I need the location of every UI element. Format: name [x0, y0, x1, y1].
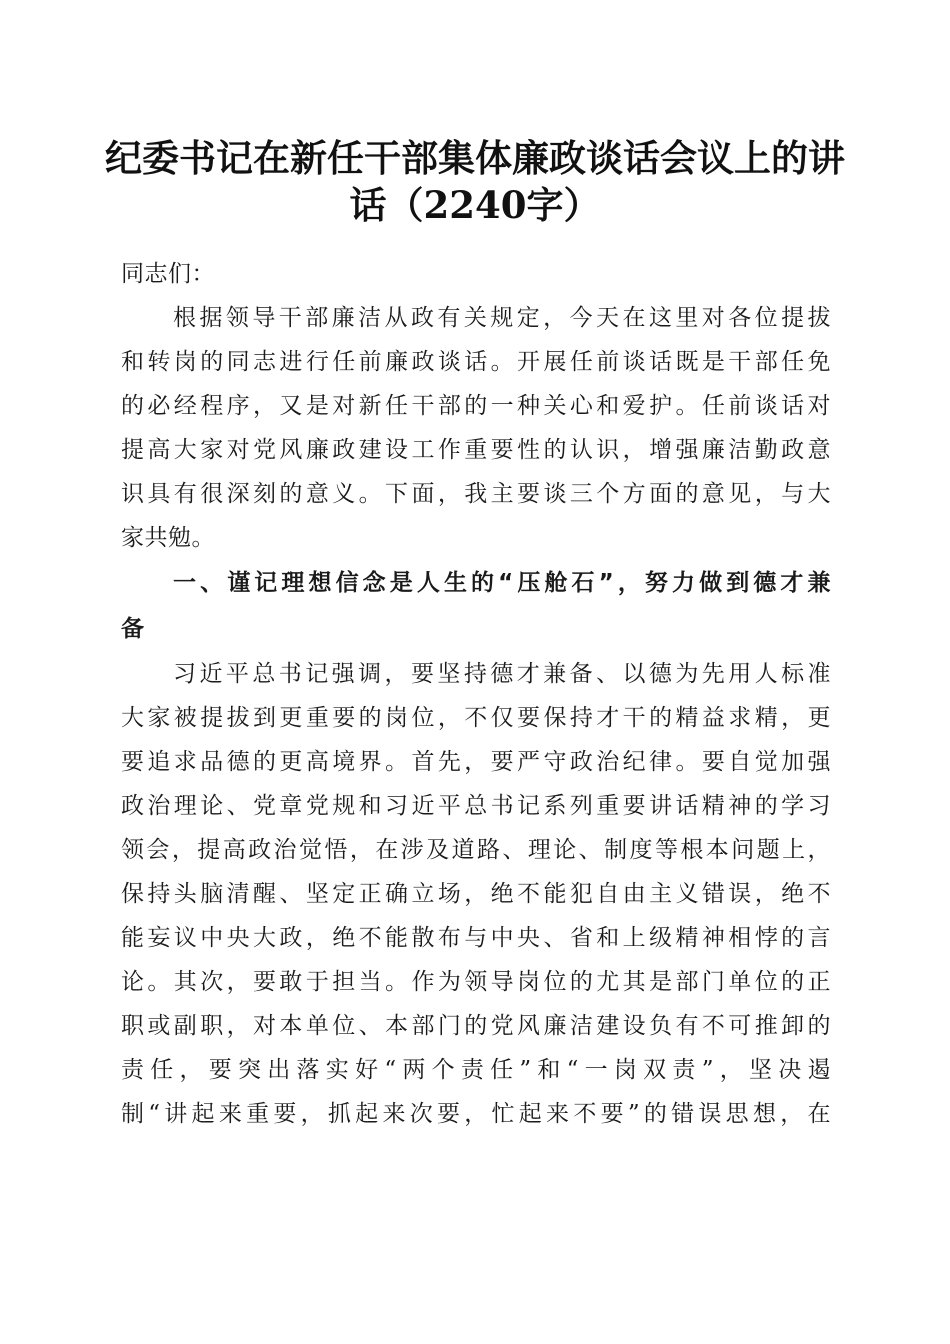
heading-line: 备 — [121, 616, 145, 642]
paragraph-line: 领会，提高政治觉悟，在涉及道路、理论、制度等根本问题上， — [121, 837, 831, 863]
paragraph-line: 责任，要突出落实好“两个责任”和“一岗双责”，坚决遏 — [121, 1057, 831, 1083]
salutation: 同志们： — [121, 261, 215, 287]
paragraph-line: 论。其次，要敢于担当。作为领导岗位的尤其是部门单位的正 — [121, 969, 831, 995]
document-body — [121, 252, 831, 1136]
title-line-1: 纪委书记在新任干部集体廉政谈话会议上的讲 — [105, 136, 845, 180]
paragraph-line: 制“讲起来重要，抓起来次要，忙起来不要”的错误思想，在 — [121, 1101, 831, 1127]
paragraph-1 — [121, 296, 831, 560]
paragraph-line: 习近平总书记强调，要坚持德才兼备、以德为先用人标准 — [173, 661, 831, 687]
paragraph-line: 职或副职，对本单位、本部门的党风廉洁建设负有不可推卸的 — [121, 1013, 831, 1039]
heading-line: 一、谨记理想信念是人生的“压舱石”，努力做到德才兼 — [173, 570, 831, 596]
section-heading-1 — [121, 560, 831, 652]
paragraph-line: 识具有很深刻的意义。下面，我主要谈三个方面的意见，与大 — [121, 481, 831, 507]
paragraph-2 — [121, 652, 831, 1136]
paragraph-line: 大家被提拔到更重要的岗位，不仅要保持才干的精益求精，更 — [121, 705, 831, 731]
paragraph-line: 要追求品德的更高境界。首先，要严守政治纪律。要自觉加强 — [121, 749, 831, 775]
document-title — [100, 135, 850, 229]
paragraph-line: 提高大家对党风廉政建设工作重要性的认识，增强廉洁勤政意 — [121, 437, 831, 463]
paragraph-line: 能妄议中央大政，绝不能散布与中央、省和上级精神相悖的言 — [121, 925, 831, 951]
paragraph-line: 的必经程序，又是对新任干部的一种关心和爱护。任前谈话对 — [121, 393, 831, 419]
paragraph-line: 根据领导干部廉洁从政有关规定，今天在这里对各位提拔 — [173, 305, 831, 331]
title-line-2: 话（2240字） — [349, 183, 601, 227]
paragraph-line: 政治理论、党章党规和习近平总书记系列重要讲话精神的学习 — [121, 793, 831, 819]
paragraph-line: 和转岗的同志进行任前廉政谈话。开展任前谈话既是干部任免 — [121, 349, 831, 375]
paragraph-line: 家共勉。 — [121, 525, 215, 551]
paragraph-line: 保持头脑清醒、坚定正确立场，绝不能犯自由主义错误，绝不 — [121, 881, 831, 907]
